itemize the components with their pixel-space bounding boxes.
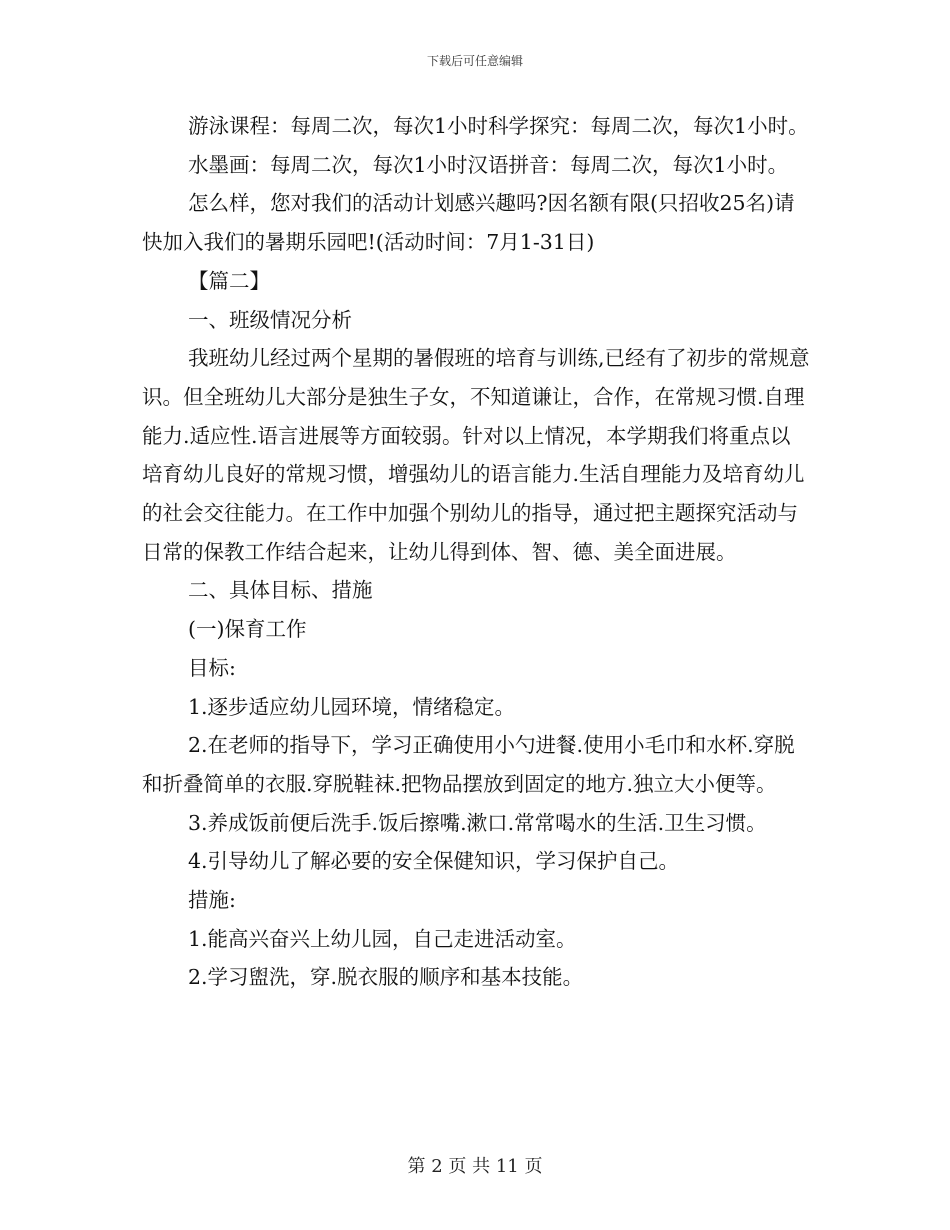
- page-header-note: 下载后可任意编辑: [426, 54, 523, 68]
- document-body: [142, 107, 810, 997]
- goal-item-1: 1.逐步适应幼儿园环境，情绪稳定。: [188, 694, 516, 719]
- label-measures: 措施:: [188, 888, 236, 913]
- paragraph-invitation: 怎么样，您对我们的活动计划感兴趣吗?因名额有限(只招收25名)请快加入我们的暑期乐园吧!(活动时间：7月1-31日): [142, 191, 795, 255]
- goal-item-4: 4.引导幼儿了解必要的安全保健知识，学习保护自己。: [188, 849, 680, 874]
- page-number: 第 2 页 共 11 页: [407, 1156, 543, 1177]
- subheading-care-work: (一)保育工作: [188, 617, 307, 642]
- heading-class-analysis: 一、班级情况分析: [188, 307, 352, 332]
- measure-item-1: 1.能高兴奋兴上幼儿园，自己走进活动室。: [188, 926, 577, 951]
- goal-item-2: 2.在老师的指导下，学习正确使用小勺进餐.使用小毛巾和水杯.穿脱和折叠简单的衣服.穿脱鞋袜.把物品摆放到固定的地方.独立大小便等。: [142, 733, 795, 796]
- measure-item-2: 2.学习盥洗，穿.脱衣服的顺序和基本技能。: [188, 965, 584, 990]
- section-heading-part-two: 【篇二】: [188, 268, 270, 293]
- goal-item-3: 3.养成饭前便后洗手.饭后擦嘴.漱口.常常喝水的生活.卫生习惯。: [188, 810, 767, 835]
- label-goals: 目标:: [188, 655, 236, 680]
- heading-goals-measures: 二、具体目标、措施: [188, 578, 373, 603]
- paragraph-swimming-science: 游泳课程：每周二次，每次1小时科学探究：每周二次，每次1小时。: [188, 114, 809, 138]
- paragraph-ink-painting-pinyin: 水墨画：每周二次，每次1小时汉语拼音：每周二次，每次1小时。: [188, 152, 789, 177]
- paragraph-class-analysis: 我班幼儿经过两个星期的暑假班的培育与训练,已经有了初步的常规意识。但全班幼儿大部分是独生子女，不知道谦让，合作，在常规习惯.自理能力.适应性.语言进展等方面较弱。针对以上情况，本学期我们将重点以培育幼儿良好的常规习惯，增强幼儿的语言能力.生活自理能力及培育幼儿的社会交往能力。在工作中加强个别幼儿的指导，通过把主题探究活动与日常的保教工作结合起来，让幼儿得到体、智、德、美全面进展。: [142, 346, 810, 564]
